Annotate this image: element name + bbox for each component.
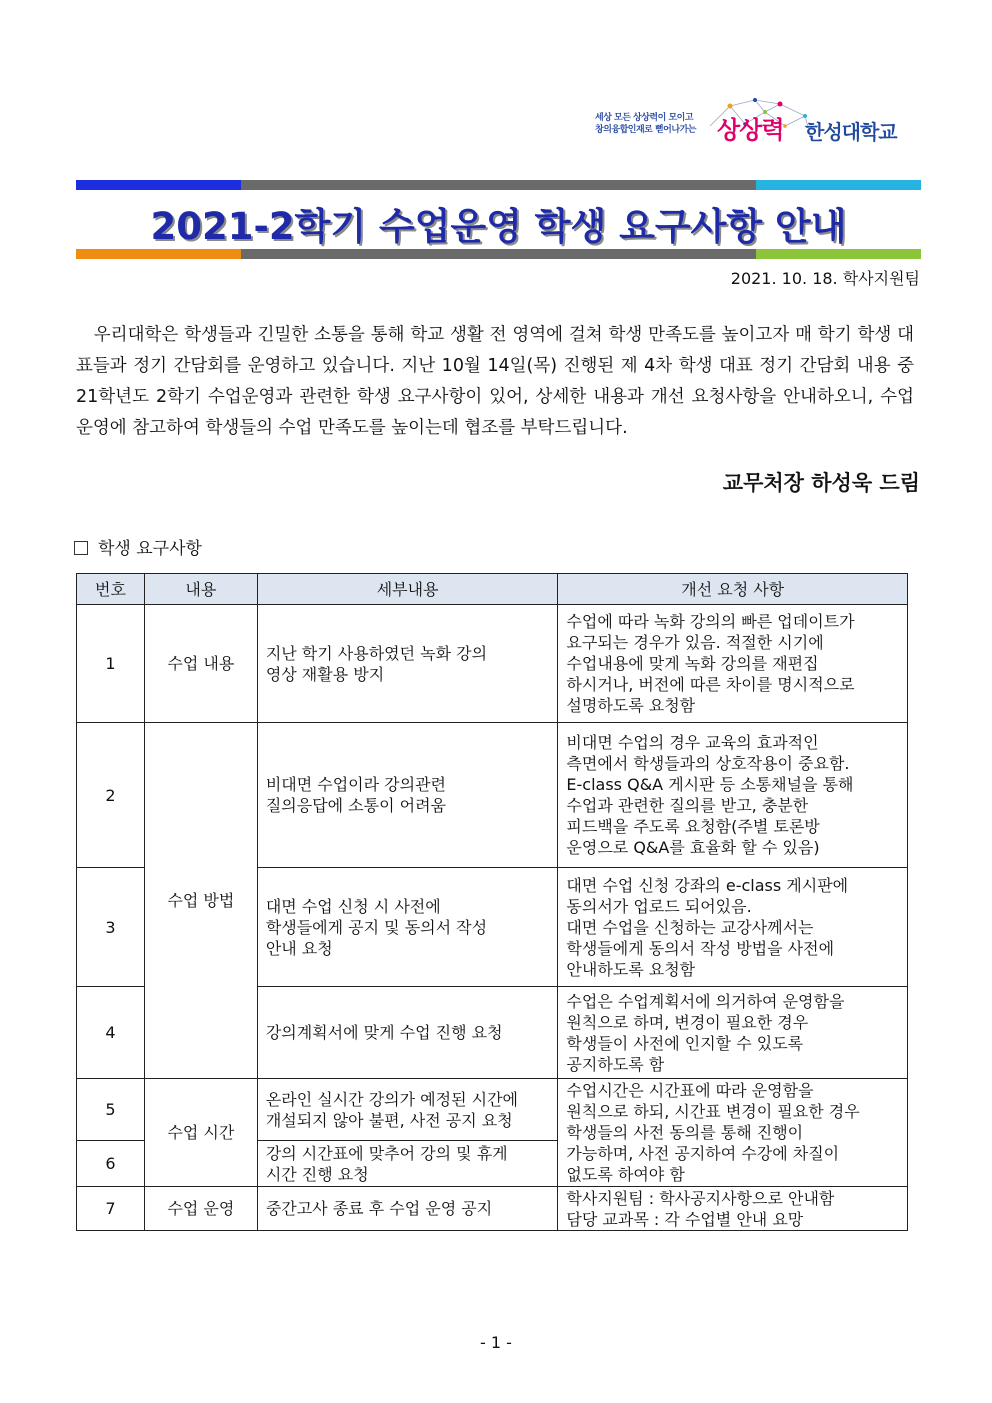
row-category: 수업 내용 bbox=[144, 605, 257, 723]
row-detail: 대면 수업 신청 시 사전에 학생들에게 공지 및 동의서 작성 안내 요청 bbox=[257, 868, 558, 987]
bottom-bar-green bbox=[756, 249, 921, 259]
row-category: 수업 방법 bbox=[144, 723, 257, 1079]
document-title: 2021-2학기 수업운영 학생 요구사항 안내 bbox=[150, 205, 847, 248]
row-number: 1 bbox=[77, 605, 145, 723]
requirements-table bbox=[76, 573, 908, 1231]
row-number: 2 bbox=[77, 723, 145, 868]
intro-paragraph: 우리대학은 학생들과 긴밀한 소통을 통해 학교 생활 전 영역에 걸쳐 학생 만족도를 높이고자 매 학기 학생 대표들과 정기 간담회를 운영하고 있습니다. 지난 10월 14일(목) 진행된 제 4차 학생 대표 정기 간담회 내용 중 21학년도 2학기 수업운영과 관련한 학생 요구사항이 있어, 상세한 내용과 개선 요청사항을 안내하오니, 수업 운영에 참고하여 학생들의 수업 만족도를 높이는데 협조를 부탁드립니다. bbox=[76, 325, 914, 438]
header-category: 내용 bbox=[144, 574, 257, 605]
table-row bbox=[77, 1079, 908, 1141]
bottom-bar-orange bbox=[76, 249, 241, 259]
row-request: 수업시간은 시간표에 따라 운영함을 원칙으로 하되, 시간표 변경이 필요한 경우 학생들의 사전 동의를 통해 진행이 가능하며, 사전 공지하여 수강에 차질이 없도록 하여야 함 bbox=[558, 1079, 908, 1187]
row-number: 6 bbox=[77, 1141, 145, 1187]
row-detail: 비대면 수업이라 강의관련 질의응답에 소통이 어려움 bbox=[257, 723, 558, 868]
row-detail: 강의 시간표에 맞추어 강의 및 휴게 시간 진행 요청 bbox=[257, 1141, 558, 1187]
table-row bbox=[77, 605, 908, 723]
row-detail: 중간고사 종료 후 수업 운영 공지 bbox=[257, 1187, 558, 1231]
logo-tagline: 세상 모든 상상력이 모이고 창의융합인재로 뻗어나가는 bbox=[595, 113, 696, 135]
row-detail: 강의계획서에 맞게 수업 진행 요청 bbox=[257, 987, 558, 1079]
row-number: 3 bbox=[77, 868, 145, 987]
row-request: 수업에 따라 녹화 강의의 빠른 업데이트가 요구되는 경우가 있음. 적절한 시기에 수업내용에 맞게 녹화 강의를 재편집 하시거나, 버전에 따른 차이를 명시적으로 설명하도록 요청함 bbox=[558, 605, 908, 723]
logo-brand: 상상력 bbox=[717, 116, 784, 144]
row-number: 5 bbox=[77, 1079, 145, 1141]
checkbox-square-icon bbox=[74, 541, 88, 555]
header-number: 번호 bbox=[77, 574, 145, 605]
table-header-row bbox=[77, 574, 908, 605]
header-request: 개선 요청 사항 bbox=[558, 574, 908, 605]
header-detail: 세부내용 bbox=[257, 574, 558, 605]
date-line: 2021. 10. 18. 학사지원팀 bbox=[730, 269, 920, 288]
row-detail: 지난 학기 사용하였던 녹화 강의 영상 재활용 방지 bbox=[257, 605, 558, 723]
top-bar-cyan bbox=[756, 180, 921, 190]
bottom-bar-gray bbox=[241, 249, 756, 259]
row-request: 수업은 수업계획서에 의거하여 운영함을 원칙으로 하며, 변경이 필요한 경우 학생들이 사전에 인지할 수 있도록 공지하도록 함 bbox=[558, 987, 908, 1079]
row-request: 대면 수업 신청 강좌의 e-class 게시판에 동의서가 업로드 되어있음. 대면 수업을 신청하는 교강사께서는 학생들에게 동의서 작성 방법을 사전에 안내하도록 요청함 bbox=[558, 868, 908, 987]
row-request: 비대면 수업의 경우 교육의 효과적인 측면에서 학생들과의 상호작용이 중요함. E-class Q&A 게시판 등 소통채널을 통해 수업과 관련한 질의를 받고, 충분한 피드백을 주도록 요청함(주별 토론방 운영으로 Q&A를 효율화 할 수 있음) bbox=[558, 723, 908, 868]
table-row bbox=[77, 723, 908, 868]
section-heading: 학생 요구사항 bbox=[74, 534, 202, 559]
row-number: 4 bbox=[77, 987, 145, 1079]
top-bar-gray bbox=[241, 180, 756, 190]
top-bar-blue bbox=[76, 180, 241, 190]
row-request: 학사지원팀 : 학사공지사항으로 안내함 담당 교과목 : 각 수업별 안내 요망 bbox=[558, 1187, 908, 1231]
university-logo bbox=[595, 96, 920, 152]
page-number: - 1 - bbox=[480, 1333, 512, 1352]
row-detail: 온라인 실시간 강의가 예정된 시간에 개설되지 않아 불편, 사전 공지 요청 bbox=[257, 1079, 558, 1141]
signature: 교무처장 하성욱 드림 bbox=[722, 471, 920, 495]
row-category: 수업 시간 bbox=[144, 1079, 257, 1187]
row-category: 수업 운영 bbox=[144, 1187, 257, 1231]
row-number: 7 bbox=[77, 1187, 145, 1231]
table-row bbox=[77, 1187, 908, 1231]
logo-university-name: 한성대학교 bbox=[805, 120, 897, 144]
